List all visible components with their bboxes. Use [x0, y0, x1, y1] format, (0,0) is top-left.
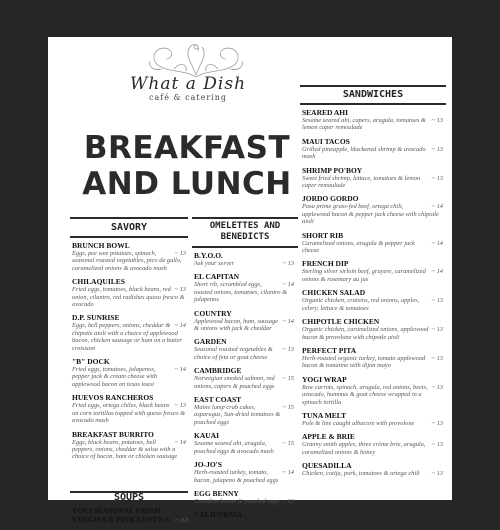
menu-item-name: YOGI WRAP	[302, 374, 347, 384]
menu-item-description-text: Herb-roasted turkey, tomato, bacon, jalapeno & poached eggs	[194, 469, 279, 484]
menu-item-price: ~ 15	[282, 375, 294, 383]
menu-item-description	[194, 281, 298, 303]
menu-item-description-text: Pasa prime grass-fed beef, ortega chili, applewood bacon & pepper jack cheese with chipotle aioli	[302, 203, 439, 226]
omelettes-rule-bottom	[192, 246, 298, 248]
menu-item-name: JO-JO'S	[194, 460, 222, 470]
menu-item-description	[302, 420, 447, 427]
menu-item	[302, 259, 447, 283]
menu-item-name: BREAKFAST BURRITO	[72, 429, 154, 439]
menu-item-description	[302, 240, 447, 255]
menu-item-description-text: Sweet fried shrimp, lettuce, tomatoes & lemon caper remoulade	[302, 174, 421, 190]
menu-item-price: ~ 13	[431, 441, 443, 449]
menu-item-description-text: Organic chicken, caramelized onions, applewood bacon & provolone with chipotle aioli	[302, 326, 429, 341]
menu-item-name: EGG BENNY	[194, 488, 239, 498]
menu-item-description-text: Herb-roasted organic turkey, tomato applewood bacon & tomatine with dijon mayo	[302, 354, 426, 370]
menu-item-name: HUEVOS RANCHEROS	[72, 393, 154, 403]
menu-item-price: ~ 13	[174, 286, 186, 294]
savory-title: SAVORY	[110, 222, 148, 233]
menu-item-name: "B" DOCK	[72, 357, 110, 367]
menu-item	[72, 313, 190, 352]
menu-item	[194, 272, 298, 303]
menu-item-price: ~ 15	[282, 440, 294, 448]
menu-item-description-text: Caramelized onions, arugula & pepper jack cheese	[302, 239, 415, 255]
menu-item-description-text: Raw carrots, spinach, arugula, red onions, beets, avocado, hummus & goat cheese wrapped in a spinach tortilla	[302, 383, 428, 406]
menu-item-description-text: Eggs, pee wee potatoes, spinach, seasonal roasted vegetables, pico de gallo, caramelized onions & avocado mash	[72, 250, 182, 272]
menu-item	[302, 411, 447, 427]
menu-item	[302, 317, 447, 341]
menu-item	[72, 277, 190, 308]
menu-item-description-text: Pole & line caught albacore with provolone	[302, 419, 415, 427]
menu-item-name: EAST COAST	[194, 395, 242, 405]
menu-item-name: APPLE & BRIE	[302, 432, 355, 442]
menu-item-description	[72, 286, 190, 308]
menu-item	[194, 251, 298, 267]
menu-item-description	[302, 326, 447, 341]
menu-item-name: SEARED AHI	[302, 108, 349, 117]
menu-item-description	[302, 146, 447, 161]
menu-item-name: FRENCH DIP	[302, 259, 349, 269]
menu-item-description	[302, 297, 447, 312]
menu-item-price: ~ 14	[282, 281, 294, 289]
menu-item-name: BRUNCH BOWL	[72, 241, 130, 250]
menu-item-price: ~ 14	[282, 469, 294, 477]
menu-item-description-text: Ask your server	[194, 260, 235, 267]
menu-item-price: ~ 13	[431, 145, 443, 153]
menu-item-name: EL CAPITAN	[194, 272, 240, 282]
menu-item-description-text: Fried eggs, tomatoes, jalapenos, pepper jack & cream cheese with applewood bacon on texas toast	[72, 366, 158, 388]
menu-item-price: ~ 13	[431, 470, 443, 478]
menu-item-price: ~ 13	[282, 497, 294, 505]
menu-item-price: ~ 13	[174, 250, 186, 257]
menu-item-price: ~ 14	[431, 268, 443, 276]
menu-item	[302, 288, 447, 312]
menu-item-description	[302, 175, 447, 190]
menu-item	[302, 137, 447, 161]
menu-item-price: ~ 13	[174, 402, 186, 410]
menu-item-price: ~ 14	[174, 438, 186, 446]
sandwiches-title: SANDWICHES	[342, 89, 404, 100]
menu-item-description-text: Chicken, cotija, pork, tomatoes & ortega chili	[302, 470, 420, 478]
menu-item-description	[302, 355, 447, 370]
menu-item-price: ~ 13	[431, 297, 443, 305]
menu-item	[302, 432, 447, 456]
menu-item	[302, 231, 447, 255]
menu-item-name: PERFECT PITA	[302, 345, 357, 355]
menu-item-description	[194, 469, 298, 484]
menu-item	[302, 166, 447, 190]
omelettes-title-line-1: OMELETTES AND	[209, 221, 281, 231]
menu-item-name: CALIFORNIA	[194, 510, 243, 520]
menu-item-description-text: Sesame seared ahi, capers, arugula, tomatoes & lemon caper remoulade	[302, 117, 426, 132]
menu-item-description	[302, 441, 447, 456]
menu-item-description-text: Short rib, scrambled eggs, toasted onions, tomatoes, cilantro & jalapenos	[194, 281, 288, 304]
menu-item-price: ~ 14	[431, 203, 443, 211]
menu-item-name: JORDO GORDO	[302, 194, 359, 204]
omelettes-rule-top	[192, 217, 298, 219]
menu-item-description-text: Canadian bacon & poached eggs	[194, 497, 280, 505]
menu-item-name: CAMBRIDGE	[194, 366, 242, 376]
omelettes-title-line-2: BENEDICTS	[220, 232, 270, 242]
menu-item-price: ~ 3.5	[175, 517, 189, 524]
headline-line-2: AND LUNCH	[82, 166, 292, 202]
menu-item-description	[72, 250, 190, 272]
menu-item-description-text: Maine lump crab cakes, asparagus, Sun-dried tomatoes & poached eggs	[194, 404, 281, 426]
menu-item	[194, 460, 298, 484]
menu-item	[302, 194, 447, 225]
menu-item-description	[194, 498, 298, 505]
menu-item	[194, 431, 298, 455]
menu-item-description	[194, 260, 298, 267]
menu-item-description-text: Sesame seared ahi, arugula, poached eggs & avocado mash	[194, 440, 274, 455]
menu-item-description	[194, 440, 298, 455]
menu-item-description	[72, 402, 190, 424]
menu-item-description-text: Fried eggs, ortega chiles, black beans on corn tortillas topped with queso fresco & avocado mash	[72, 402, 186, 425]
menu-item	[194, 309, 298, 333]
menu-item-description	[302, 384, 447, 406]
menu-item-name: CHICKEN SALAD	[302, 288, 366, 298]
menu-item-name: SHORT RIB	[302, 230, 344, 240]
savory-list	[72, 241, 190, 466]
menu-item-price: ~ 13	[282, 260, 294, 267]
menu-item-description-text: Fried eggs, tomatoes, black beans, red onion, cilantro, red radishes queso fresco & avocado	[72, 286, 185, 309]
omelettes-list	[194, 251, 298, 524]
menu-item-description	[194, 346, 298, 361]
menu-item-price: ~ 14	[174, 322, 186, 330]
menu-item-name: D.P. SUNRISE	[72, 313, 120, 323]
menu-item-price: ~ 13	[431, 117, 443, 124]
menu-item-price: ~ 13	[431, 383, 443, 391]
savory-rule-bottom	[70, 236, 188, 238]
menu-item-name: SHRIMP PO'BOY	[302, 165, 363, 175]
menu-item-description-text: Grilled pineapple, blackened shrimp & avocado mash	[302, 145, 426, 161]
menu-item-description	[302, 203, 447, 225]
menu-item-price: ~ 13	[431, 419, 443, 427]
menu-item-name: B.Y.O.O.	[194, 251, 223, 260]
menu-item-name: GARDEN	[194, 337, 227, 347]
menu-item-name: YOGI SEASONAL FRESH VEGGIES & PINK LENTILS ~ 3.5	[72, 506, 189, 524]
menu-item-description	[194, 375, 298, 390]
menu-item	[72, 241, 190, 272]
menu-item	[194, 395, 298, 426]
menu-item-description-text: Sterling silver sirloin beef, gruyere, caramelized onions & rosemary au jus	[302, 268, 426, 283]
brand-logo	[108, 75, 268, 103]
savory-rule-top	[70, 217, 188, 219]
menu-item-description-text: Eggs, black beans, potatoes, bell peppers, onions, cheddar & salsa with a choice of bacon, ham or chicken sausage	[72, 438, 178, 461]
menu-item-description	[302, 268, 447, 283]
menu-item	[72, 357, 190, 388]
sandwiches-list	[302, 108, 447, 483]
menu-item-description-text: Applewood bacon, ham, sausage & onions with jack & cheddar	[194, 317, 278, 333]
menu-item-description	[302, 117, 447, 132]
menu-item-description	[194, 404, 298, 426]
menu-item-description-text: Granny smith apples, three crème brie, arugula, caramelized onions & honey	[302, 441, 426, 456]
menu-item	[194, 337, 298, 361]
menu-item-description	[194, 318, 298, 333]
sandwiches-rule-top	[300, 85, 446, 87]
menu-item	[302, 108, 447, 132]
menu-item-name: CHILAQUILES	[72, 277, 125, 287]
menu-item-price: ~ 13	[431, 174, 443, 182]
menu-item-price: ~ 14	[431, 239, 443, 247]
menu-item	[302, 461, 447, 477]
brand-subtitle: café & catering	[148, 93, 227, 102]
menu-item	[194, 366, 298, 390]
menu-item-description	[72, 366, 190, 388]
menu-item-name: QUESADILLA	[302, 461, 352, 471]
menu-item-description-text: Seasonal roasted vegetables & choice of feta or goat cheese	[194, 346, 273, 361]
menu-page	[48, 37, 452, 524]
menu-item	[302, 375, 447, 406]
soups-list	[72, 506, 190, 530]
menu-item-price: ~ 13	[282, 346, 294, 354]
sandwiches-rule-bottom	[300, 103, 446, 105]
menu-item	[194, 489, 298, 505]
menu-item-price: ~ 15	[282, 404, 294, 412]
menu-item-description-text: Organic chicken, craisins, red onions, apples, celery, lettuce & tomatoes	[302, 297, 420, 312]
menu-item-price: ~ 13	[431, 326, 443, 334]
menu-item	[72, 393, 190, 424]
menu-item	[72, 430, 190, 461]
menu-item-description-text: Eggs, bell peppers, onions, cheddar & chipotle aioli with a choice of applewood bacon, chicken sausage or ham on a butter croissant	[72, 322, 183, 352]
menu-item-name: KAUAI	[194, 431, 220, 441]
menu-item-description	[302, 470, 447, 477]
brand-name: What a Dish	[129, 74, 247, 94]
menu-item-description-text: Norwegian smoked salmon, red onions, capers & poached eggs	[194, 375, 275, 390]
menu-item-description	[72, 322, 190, 352]
menu-item	[302, 346, 447, 370]
menu-item-name: CHIPOTLE CHICKEN	[302, 317, 380, 327]
menu-item	[72, 506, 190, 525]
headline-line-1: BREAKFAST	[83, 130, 291, 166]
menu-item-name: TUNA MELT	[302, 410, 347, 420]
menu-item	[194, 510, 298, 519]
menu-item-name: COUNTRY	[194, 308, 232, 318]
soups-title: SOUPS	[113, 492, 145, 503]
menu-item-price: ~ 13	[431, 354, 443, 362]
menu-item-price: ~ 14	[282, 317, 294, 325]
flourish-ornament-icon	[144, 39, 248, 79]
menu-item-price: ~ 14	[174, 366, 186, 374]
menu-item-description	[72, 439, 190, 461]
menu-item-name: MAUI TACOS	[302, 136, 350, 146]
